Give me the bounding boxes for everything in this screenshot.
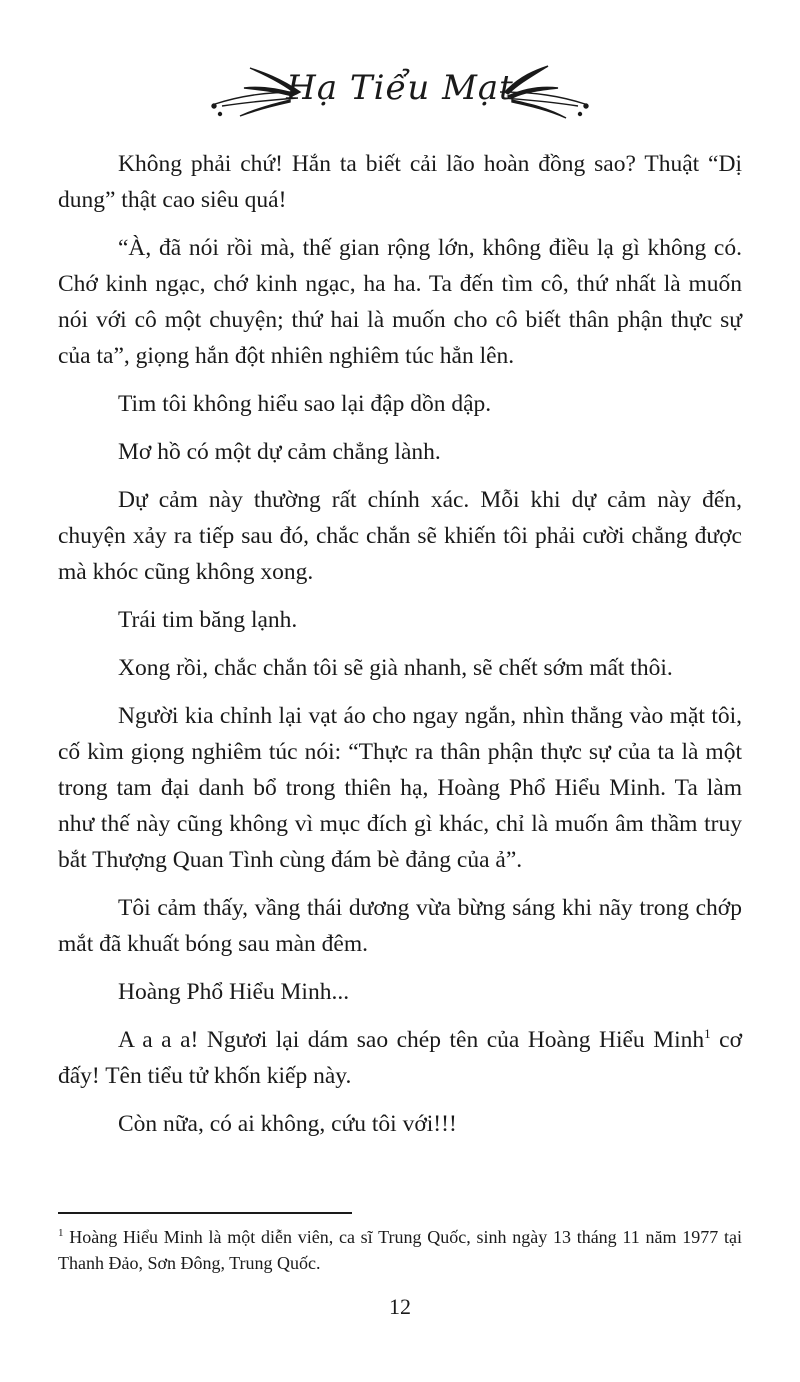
paragraph: Xong rồi, chắc chắn tôi sẽ già nhanh, sẽ chết sớm mất thôi.: [118, 655, 673, 681]
paragraph: Mơ hồ có một dự cảm chẳng lành.: [118, 439, 441, 465]
paragraph-text: cơ đấy! Tên tiểu tử khốn kiếp này.: [58, 1027, 742, 1089]
footnote-divider: [58, 1212, 352, 1214]
paragraph: Trái tim băng lạnh.: [118, 607, 298, 633]
paragraph: Tôi cảm thấy, vầng thái dương vừa bừng sáng khi nãy trong chớp mắt đã khuất bóng sau màn đêm.: [58, 895, 742, 957]
paragraph: Dự cảm này thường rất chính xác. Mỗi khi dự cảm này đến, chuyện xảy ra tiếp sau đó, chắc chắn sẽ khiến tôi phải cười chẳng được mà khóc cũng không xong.: [58, 487, 742, 585]
book-title: Hạ Tiểu Mạt: [286, 68, 514, 108]
paragraph-with-footnote: [58, 1022, 742, 1094]
footnote: [58, 1224, 742, 1276]
paragraph: Tim tôi không hiểu sao lại đập dồn dập.: [118, 391, 492, 417]
footnote-number: 1: [58, 1227, 64, 1239]
paragraph-text: A a a a! Ngươi lại dám sao chép tên của Hoàng Hiểu Minh: [118, 1027, 705, 1053]
paragraph: Không phải chứ! Hắn ta biết cải lão hoàn đồng sao? Thuật “Dị dung” thật cao siêu quá!: [58, 151, 742, 213]
page-number: 12: [389, 1294, 411, 1319]
footnote-text: Hoàng Hiểu Minh là một diễn viên, ca sĩ Trung Quốc, sinh ngày 13 tháng 11 năm 1977 tại Thanh Đảo, Sơn Đông, Trung Quốc.: [58, 1227, 742, 1273]
body-text: [58, 146, 742, 1154]
paragraph: Người kia chỉnh lại vạt áo cho ngay ngắn, nhìn thẳng vào mặt tôi, cố kìm giọng nghiêm túc nói: “Thực ra thân phận thực sự của ta là một trong tam đại danh bổ trong thiên hạ, Hoàng Phổ Hiểu Minh. Ta làm như thế này cũng không vì mục đích gì khác, chỉ là muốn âm thầm truy bắt Thượng Quan Tình cùng đám bè đảng của ả”.: [58, 703, 742, 873]
paragraph: “À, đã nói rồi mà, thế gian rộng lớn, không điều lạ gì không có. Chớ kinh ngạc, chớ kinh ngạc, ha ha. Ta đến tìm cô, thứ nhất là muốn nói với cô một chuyện; thứ hai là muốn cho cô biết thân phận thực sự của ta”, giọng hắn đột nhiên nghiêm túc hẳn lên.: [58, 235, 742, 369]
paragraph: Còn nữa, có ai không, cứu tôi với!!!: [118, 1111, 457, 1137]
paragraph: Hoàng Phổ Hiểu Minh...: [118, 979, 350, 1005]
footnote-reference[interactable]: 1: [704, 1026, 711, 1042]
page-header: [0, 62, 800, 132]
